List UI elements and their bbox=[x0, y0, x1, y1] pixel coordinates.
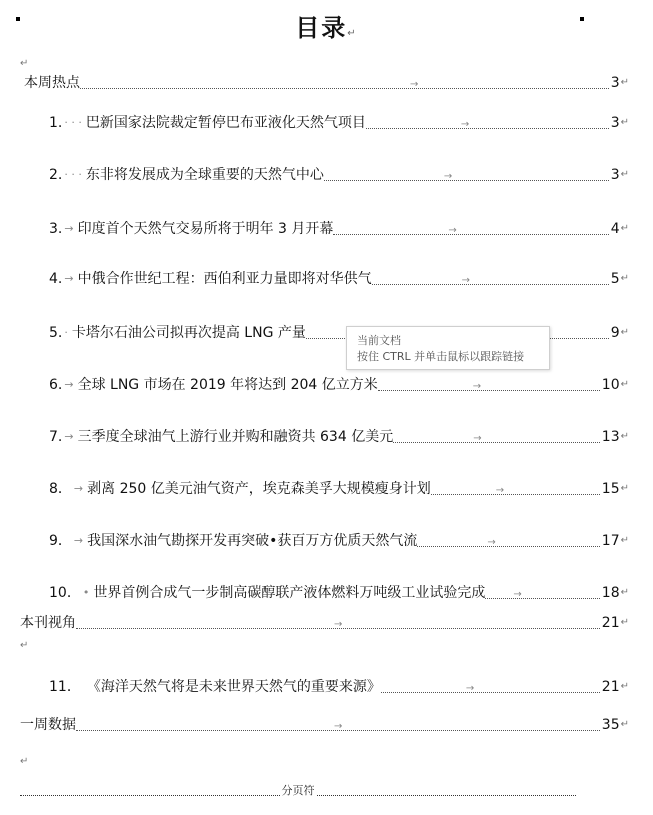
toc-title bbox=[0, 8, 653, 43]
toc-section-row[interactable] bbox=[24, 72, 629, 94]
dot-leader bbox=[76, 618, 600, 630]
toc-entry-row[interactable] bbox=[49, 530, 629, 552]
dot-leader bbox=[393, 432, 600, 444]
dot-leader bbox=[431, 484, 600, 496]
toc-section-row[interactable] bbox=[20, 714, 629, 736]
toc-page-number[interactable]: 3 bbox=[610, 167, 620, 183]
tab-arrow-icon: → bbox=[495, 484, 505, 496]
toc-entry-row[interactable] bbox=[49, 218, 629, 240]
toc-entry-number: 11． bbox=[49, 679, 81, 695]
list-separator: · · · bbox=[64, 168, 82, 181]
dot-leader bbox=[485, 588, 599, 600]
list-separator: → bbox=[73, 482, 84, 495]
paragraph-mark-icon: ↵ bbox=[620, 617, 629, 628]
toc-page-number[interactable]: 21 bbox=[601, 615, 620, 631]
toc-page-number[interactable]: 5 bbox=[610, 271, 620, 287]
tab-arrow-icon: → bbox=[334, 618, 343, 630]
paragraph-mark-icon: ↵ bbox=[620, 719, 629, 730]
dot-leader bbox=[76, 720, 600, 732]
tab-arrow-icon: → bbox=[460, 118, 470, 130]
list-separator: → bbox=[64, 430, 74, 443]
toc-entry-number: 9． bbox=[49, 533, 72, 549]
list-separator: → bbox=[64, 272, 74, 285]
toc-entry-number: 8． bbox=[49, 481, 72, 497]
paragraph-mark-icon: ↵ bbox=[620, 117, 629, 128]
toc-entry-text[interactable]: 剥离 250 亿美元油气资产，埃克森美孚大规模瘦身计划 bbox=[87, 481, 431, 497]
toc-section-row[interactable] bbox=[20, 612, 629, 634]
list-separator: • bbox=[82, 586, 90, 599]
tooltip-hint: 按住 CTRL 并单击鼠标以跟踪链接 bbox=[357, 350, 525, 363]
toc-section-label[interactable]: 本刊视角 bbox=[20, 615, 76, 631]
paragraph-mark-icon: ↵ bbox=[20, 640, 29, 651]
toc-page-number[interactable]: 10 bbox=[601, 377, 620, 393]
page-break-marker bbox=[20, 781, 576, 799]
list-separator: → bbox=[73, 534, 84, 547]
toc-page-number[interactable]: 18 bbox=[601, 585, 620, 601]
page-break-line bbox=[317, 795, 577, 796]
dot-leader bbox=[372, 274, 609, 286]
tab-arrow-icon: → bbox=[487, 536, 496, 548]
toc-page-number[interactable]: 17 bbox=[601, 533, 620, 549]
toc-entry-text[interactable]: 东非将发展成为全球重要的天然气中心 bbox=[85, 167, 324, 183]
link-tooltip bbox=[346, 326, 550, 370]
toc-entry-number: 2. bbox=[49, 167, 63, 183]
dot-leader bbox=[378, 380, 600, 392]
toc-entry-number: 6. bbox=[49, 377, 63, 393]
toc-entry-number: 5. bbox=[49, 325, 63, 341]
toc-entry-row[interactable] bbox=[49, 676, 629, 698]
tab-arrow-icon: → bbox=[472, 380, 482, 392]
toc-entry-row[interactable] bbox=[49, 164, 629, 186]
tab-arrow-icon: → bbox=[410, 78, 419, 90]
paragraph-mark-icon: ↵ bbox=[620, 223, 629, 234]
paragraph-mark-icon: ↵ bbox=[620, 379, 629, 390]
paragraph-mark-icon: ↵ bbox=[620, 587, 629, 598]
list-separator: → bbox=[64, 378, 74, 391]
toc-entry-number: 3. bbox=[49, 221, 63, 237]
toc-entry-row[interactable] bbox=[49, 374, 629, 396]
tab-arrow-icon: → bbox=[334, 720, 343, 732]
toc-page-number[interactable]: 21 bbox=[601, 679, 620, 695]
toc-page-number[interactable]: 15 bbox=[601, 481, 620, 497]
toc-page-number[interactable]: 3 bbox=[610, 75, 620, 91]
toc-entry-row[interactable] bbox=[49, 426, 629, 448]
tab-arrow-icon: → bbox=[443, 170, 453, 182]
toc-entry-text[interactable]: 世界首例合成气一步制高碳醇联产液体燃料万吨级工业试验完成 bbox=[93, 585, 486, 601]
toc-entry-text[interactable]: 巴新国家法院裁定暂停巴布亚液化天然气项目 bbox=[85, 115, 366, 131]
toc-entry-text[interactable]: 全球 LNG 市场在 2019 年将达到 204 亿立方米 bbox=[77, 377, 378, 393]
paragraph-mark-icon: ↵ bbox=[620, 77, 629, 88]
tab-arrow-icon: → bbox=[513, 588, 522, 600]
paragraph-mark-icon: ↵ bbox=[20, 58, 29, 69]
list-separator: → bbox=[64, 222, 74, 235]
toc-section-label[interactable]: 本周热点 bbox=[24, 75, 80, 91]
toc-entry-text[interactable]: 中俄合作世纪工程：西伯利亚力量即将对华供气 bbox=[77, 271, 372, 287]
dot-leader bbox=[366, 118, 609, 130]
tab-arrow-icon: → bbox=[465, 682, 475, 694]
toc-entry-number: 4. bbox=[49, 271, 63, 287]
list-separator: · bbox=[64, 326, 68, 339]
tooltip-title: 当前文档 bbox=[357, 334, 401, 347]
toc-page-number[interactable]: 3 bbox=[610, 115, 620, 131]
dot-leader bbox=[80, 78, 609, 90]
paragraph-mark-icon: ↵ bbox=[20, 756, 29, 767]
paragraph-mark-icon: ↵ bbox=[620, 483, 629, 494]
toc-entry-number: 1. bbox=[49, 115, 63, 131]
paragraph-mark-icon: ↵ bbox=[620, 681, 629, 692]
toc-title-text: 目录 bbox=[295, 14, 348, 42]
toc-entry-row[interactable] bbox=[49, 582, 629, 604]
toc-entry-text[interactable]: 《海洋天然气将是未来世界天然气的重要来源》 bbox=[86, 679, 381, 695]
tab-arrow-icon: → bbox=[461, 274, 470, 286]
toc-page-number[interactable]: 4 bbox=[610, 221, 620, 237]
toc-entry-row[interactable] bbox=[49, 478, 629, 500]
toc-entry-text[interactable]: 卡塔尔石油公司拟再次提高 LNG 产量 bbox=[71, 325, 306, 341]
page-break-line bbox=[20, 795, 280, 796]
tab-arrow-icon: → bbox=[473, 432, 482, 444]
toc-page-number[interactable]: 35 bbox=[601, 717, 620, 733]
toc-page-number[interactable]: 9 bbox=[610, 325, 620, 341]
paragraph-mark-icon: ↵ bbox=[620, 327, 629, 338]
toc-entry-number: 7. bbox=[49, 429, 63, 445]
toc-entry-text[interactable]: 三季度全球油气上游行业并购和融资共 634 亿美元 bbox=[77, 429, 394, 445]
toc-entry-row[interactable] bbox=[49, 268, 629, 290]
toc-section-label[interactable]: 一周数据 bbox=[20, 717, 76, 733]
tab-arrow-icon: → bbox=[448, 224, 457, 236]
dot-leader bbox=[333, 224, 608, 236]
paragraph-mark-icon: ↵ bbox=[620, 169, 629, 180]
paragraph-mark-icon: ↵ bbox=[347, 28, 358, 39]
toc-entry-text[interactable]: 我国深水油气勘探开发再突破•获百万方优质天然气流 bbox=[87, 533, 418, 549]
toc-page-number[interactable]: 13 bbox=[601, 429, 620, 445]
paragraph-mark-icon: ↵ bbox=[620, 535, 629, 546]
dot-leader bbox=[417, 536, 599, 548]
toc-entry-number: 10． bbox=[49, 585, 81, 601]
paragraph-mark-icon: ↵ bbox=[620, 431, 629, 442]
paragraph-mark-icon: ↵ bbox=[620, 273, 629, 284]
page-break-label: 分页符 bbox=[281, 784, 315, 797]
list-separator: · · · bbox=[64, 116, 82, 129]
toc-entry-row[interactable] bbox=[49, 112, 629, 134]
dot-leader bbox=[381, 682, 600, 694]
dot-leader bbox=[324, 170, 609, 182]
toc-entry-text[interactable]: 印度首个天然气交易所将于明年 3 月开幕 bbox=[77, 221, 334, 237]
